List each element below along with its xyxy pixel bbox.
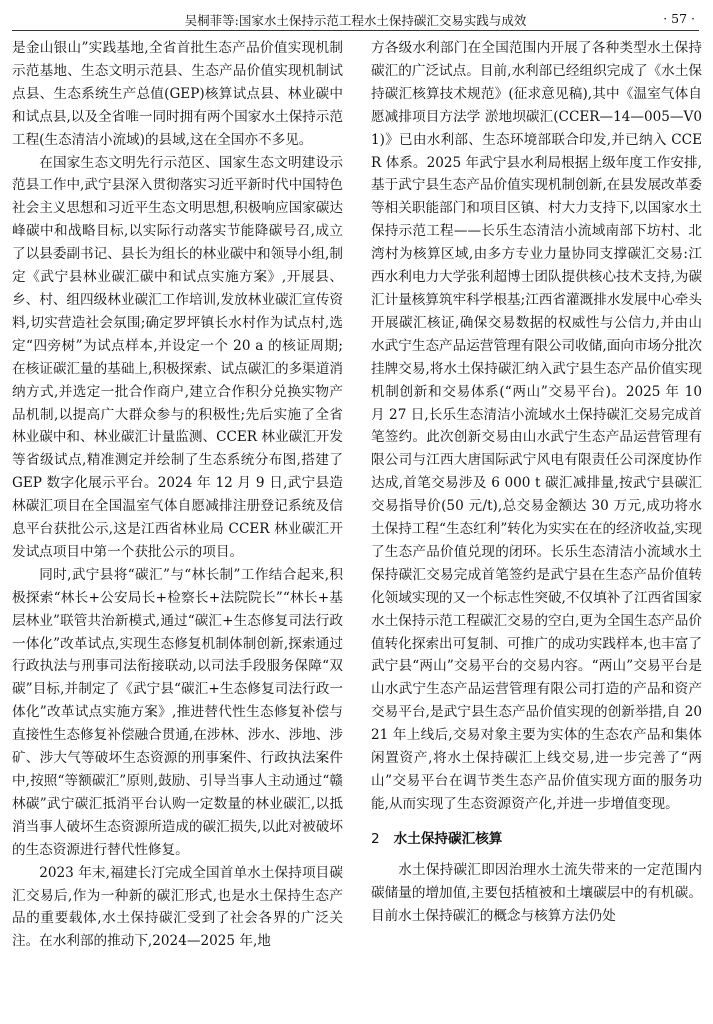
paragraph: 水土保持碳汇即因治理水土流失带来的一定范围内碳储量的增加值,主要包括植被和土壤碳层中的有机碳。目前水土保持碳汇的概念与核算方法仍处: [371, 861, 702, 924]
running-header: [12, 8, 699, 31]
paragraph-continued: 是金山银山”实践基地,全省首批生态产品价值实现机制示范基地、生态文明示范县、生态产品价值实现机制试点县、生态系统生产总值(GEP)核算试点县、林业碳中和试点县,以及全省唯一同时拥有两个国家水土保持示范工程(生态清洁小流域)的县域,这在全国亦不多见。: [12, 40, 343, 148]
page-number: · 57 ·: [663, 11, 695, 26]
right-column: [371, 37, 702, 1022]
paragraph-continued: 方各级水利部门在全国范围内开展了各种类型水土保持碳汇的广泛试点。目前,水利部已经组织完成了《水土保持碳汇核算技术规范》(征求意见稿),其中《温室气体自愿减排项目方法学 淤地坝碳汇(CCER—14—005—V01)》已由水利部、生态环境部联合印发,并已纳入 CCER 体系。2025 年武宁县水利局根据上级年度工作安排,基于武宁县生态产品价值实现机制创新,在县发展改革委等相关职能部门和项目区镇、村大力支持下,以国家水土保持示范工程——长乐生态清洁小流域南部下坊村、北湾村为核算区域,由多方专业力量协同支撑碳汇交易:江西水利电力大学张利超博士团队提供核心技术支持,为碳汇计量核算筑牢科学根基;江西省灌溉排水发展中心牵头开展碳汇核证,确保交易数据的权威性与公信力,并由山水武宁生态产品运营管理有限公司收储,面向市场分批次挂牌交易,将水土保持碳汇纳入武宁县生态产品价值实现机制创新和交易体系(“两山”交易平台)。2025 年 10 月 27 日,长乐生态清洁小流域水土保持碳汇交易完成首笔签约。此次创新交易由山水武宁生态产品运营管理有限公司与江西大唐国际武宁风电有限责任公司深度协作达成,首笔交易涉及 6 000 t 碳汇减排量,按武宁县碳汇交易指导价(50 元/t),总交易金额达 30 万元,成功将水土保持工程“生态红利”转化为实实在在的经济收益,实现了生态产品价值兑现的闭环。长乐生态清洁小流域水土保持碳汇交易完成首笔签约是武宁县在生态产品价值转化领域实现的又一个标志性突破,不仅填补了江西省国家水土保持示范工程碳汇交易的空白,更为全国生态产品价值转化探索出可复制、可推广的成功实践样本,也丰富了武宁县“两山”交易平台的交易内容。“两山”交易平台是山水武宁生态产品运营管理有限公司打造的产品和资产交易平台,是武宁县生态产品价值实现的创新举措,自 2021 年上线后,交易对象主要为实体的生态农产品和集体闲置资产,将水土保持碳汇上线交易,进一步完善了“两山”交易平台在调节类生态产品价值实现方面的服务功能,从而实现了生态资源资产化,并进一步增值变现。: [371, 40, 702, 812]
section-number: 2: [371, 830, 380, 847]
paragraph: 同时,武宁县将“碳汇”与“林长制”工作结合起来,积极探索“林长+公安局长+检察长+法院院长”“林长+基层林业”联管共治新模式,通过“碳汇+生态修复司法行政一体化”改革试点,实现生态修复机制体制创新,探索通过行政执法与刑事司法衔接联动,以司法手段服务保障“双碳”目标,并制定了《武宁县“碳汇+生态修复司法行政一体化”改革试点实施方案》,推进替代性生态修复补偿与直接性生态修复补偿融合贯通,在涉林、涉水、涉地、涉矿、涉大气等破坏生态资源的刑事案件、行政执法案件中,按照“等额碳汇”原则,鼓励、引导当事人主动通过“赣林碳”武宁碳汇抵消平台认购一定数量的林业碳汇,以抵消当事人破坏生态资源所造成的碳汇损失,以此对被破坏的生态资源进行替代性修复。: [12, 566, 343, 858]
running-title: 吴桐菲等:国家水土保持示范工程水土保持碳汇交易实践与成效: [184, 13, 527, 28]
paragraph: 2023 年末,福建长汀完成全国首单水土保持项目碳汇交易后,作为一种新的碳汇形式,也是水土保持生态产品的重要载体,水土保持碳汇受到了社会各界的广泛关注。在水利部的推动下,2024—2025 年,地: [12, 864, 343, 950]
section-heading: [371, 828, 702, 850]
section-title: 水土保持碳汇核算: [393, 830, 503, 847]
left-column: [12, 37, 343, 1022]
paragraph: 在国家生态文明先行示范区、国家生态文明建设示范县工作中,武宁县深入贯彻落实习近平新时代中国特色社会主义思想和习近平生态文明思想,积极响应国家碳达峰碳中和战略目标,以实际行动落实节能降碳号召,成立了以县委副书记、县长为组长的林业碳中和领导小组,制定《武宁县林业碳汇碳中和试点实施方案》,开展县、乡、村、组四级林业碳汇工作培训,发放林业碳汇宣传资料,切实营造社会氛围;确定罗坪镇长水村作为试点村,选定“四旁树”为试点样本,并设定一个 20 a 的核证周期;在核证碳汇量的基础上,积极探索、试点碳汇的多渠道消纳方式,并选定一批合作商户,建立合作积分兑换实物产品机制,以提高广大群众参与的积极性;先后实施了全省林业碳中和、林业碳汇计量监测、CCER 林业碳汇开发等省级试点,精准测定并绘制了生态系统分布图,搭建了 GEP 数字化展示平台。2024 年 12 月 9 日,武宁县造林碳汇项目在全国温室气体自愿减排注册登记系统及信息平台获批公示,这是江西省林业局 CCER 林业碳汇开发试点项目中第一个获批公示的项目。: [12, 154, 343, 560]
